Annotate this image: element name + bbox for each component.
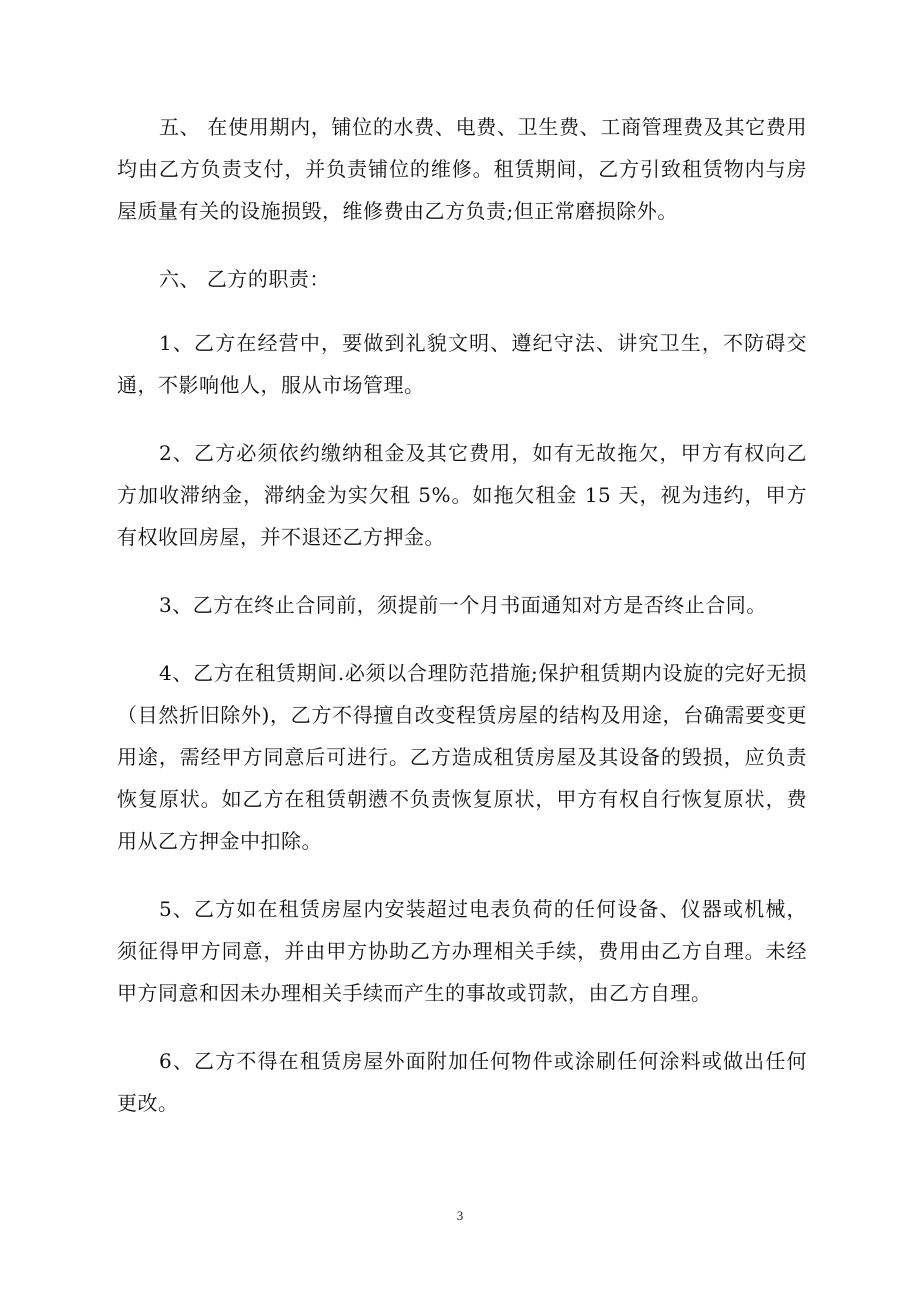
- document-body: [117, 106, 807, 1150]
- paragraph-item-5: 5、乙方如在租赁房屋内安装超过电表负荷的任何设备、仪器或机械，须征得甲方同意，并由甲方协助乙方办理相关手续，费用由乙方自理。未经甲方同意和因未办理相关手续而产生的事故或罚款，由乙方自理。: [117, 897, 807, 1005]
- paragraph-section-5: 五、 在使用期内，铺位的水费、电费、卫生费、工商管理费及其它费用均由乙方负责支付，并负责铺位的维修。租赁期间，乙方引致租赁物内与房屋质量有关的设施损毁，维修费由乙方负责;但正常磨损除外。: [117, 115, 807, 223]
- paragraph-section-6-heading: 六、 乙方的职责：: [159, 267, 330, 291]
- page-number: 3: [456, 1208, 464, 1223]
- paragraph-item-3: 3、乙方在终止合同前，须提前一个月书面通知对方是否终止合同。: [159, 593, 767, 617]
- paragraph-item-4: 4、乙方在租赁期间.必须以合理防范措施;保护租赁期内设旋的完好无损 （目然折旧除外)，乙方不得擅自改变程赁房屋的结构及用途，台确需要变更用途，需经甲方同意后可进行。乙方造成租赁房屋及其设备的毁损，应负责恢复原状。如乙方在租赁朝懑不负责恢复原状，甲方有权自行恢复原状，费用从乙方押金中扣除。: [117, 661, 807, 853]
- paragraph-item-2: 2、乙方必须依约缴纳租金及其它费用，如有无故拖欠，甲方有权向乙方加收滞纳金，滞纳金为实欠租 5%。如拖欠租金 15 天，视为违约，甲方有权收回房屋，并不退还乙方押金。: [117, 441, 807, 549]
- paragraph-item-1: 1、乙方在经营中，要做到礼貌文明、遵纪守法、讲究卫生，不防碍交通，不影响他人，服从市场管理。: [117, 331, 807, 397]
- paragraph-item-6: 6、乙方不得在租赁房屋外面附加任何物件或涂刷任何涂料或做出任何更改。: [117, 1049, 807, 1115]
